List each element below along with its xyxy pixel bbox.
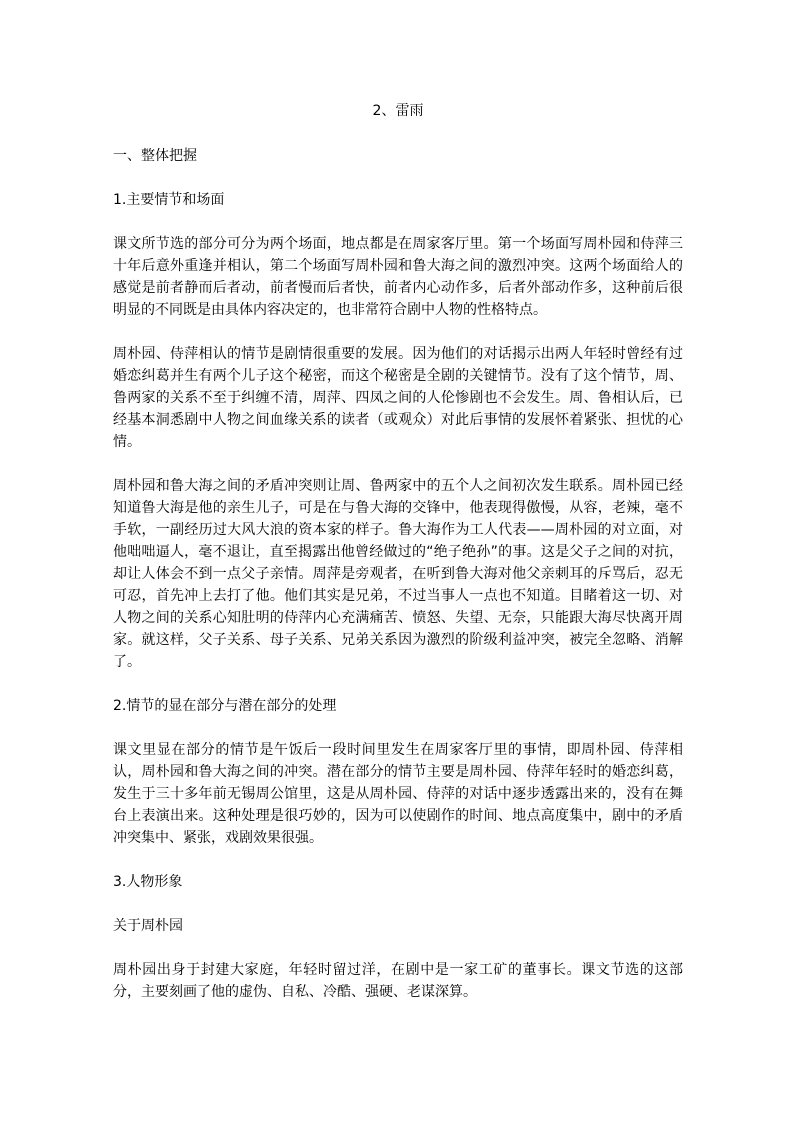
subheading-plot-and-scenes: 1.主要情节和场面 — [113, 192, 225, 208]
subheading-about-zhou-puyuan: 关于周朴园 — [113, 918, 183, 934]
paragraph-conflict: 周朴园和鲁大海之间的矛盾冲突则让周、鲁两家中的五个人之间初次发生联系。周朴园已经知道鲁大海是他的亲生儿子，可是在与鲁大海的交锋中，他表现得傲慢，从容，老辣，毫不手软，一副经历过大风大浪的资本家的样子。鲁大海作为工人代表——周朴园的对立面，对他咄咄逼人，毫不退让，直至揭露出他曾经做过的“绝子绝孙”的事。这是父子之间的对抗，却让人体会不到一点父子亲情。周萍是旁观者，在听到鲁大海对他父亲刺耳的斥骂后，忍无可忍，首先冲上去打了他。他们其实是兄弟，不过当事人一点也不知道。目睹着这一切、对人物之间的关系心知肚明的侍萍内心充满痛苦、愤怒、失望、无奈，只能跟大海尽快离开周家。就这样，父子关系、母子关系、兄弟关系因为激烈的阶级利益冲突，被完全忽略、消解了。 — [113, 478, 683, 670]
subheading-explicit-implicit: 2.情节的显在部分与潜在部分的处理 — [113, 698, 337, 714]
document-title: 2、雷雨 — [372, 103, 424, 119]
paragraph-scenes: 课文所节选的部分可分为两个场面，地点都是在周家客厅里。第一个场面写周朴园和侍萍三十年后意外重逢并相认，第二个场面写周朴园和鲁大海之间的激烈冲突。这两个场面给人的感觉是前者静而后者动，前者慢而后者快，前者内心动作多，后者外部动作多，这种前后很明显的不同既是由具体内容决定的，也非常符合剧中人物的性格特点。 — [113, 236, 683, 318]
subheading-characters: 3.人物形象 — [113, 874, 183, 890]
paragraph-zhou-puyuan: 周朴园出身于封建大家庭，年轻时留过洋，在剧中是一家工矿的董事长。课文节选的这部分，主要刻画了他的虚伪、自私、冷酷、强硬、老谋深算。 — [113, 962, 683, 1000]
paragraph-recognition: 周朴园、侍萍相认的情节是剧情很重要的发展。因为他们的对话揭示出两人年轻时曾经有过婚恋纠葛并生有两个儿子这个秘密，而这个秘密是全剧的关键情节。没有了这个情节，周、鲁两家的关系不至于纠缠不清，周萍、四凤之间的人伦惨剧也不会发生。周、鲁相认后，已经基本洞悉剧中人物之间血缘关系的读者（或观众）对此后事情的发展怀着紧张、担忧的心情。 — [113, 346, 683, 450]
section-heading-overall: 一、整体把握 — [113, 148, 197, 164]
paragraph-explicit-implicit: 课文里显在部分的情节是午饭后一段时间里发生在周家客厅里的事情，即周朴园、侍萍相认，周朴园和鲁大海之间的冲突。潜在部分的情节主要是周朴园、侍萍年轻时的婚恋纠葛，发生于三十多年前无锡周公馆里，这是从周朴园、侍萍的对话中逐步透露出来的，没有在舞台上表演出来。这种处理是很巧妙的，因为可以使剧作的时间、地点高度集中，剧中的矛盾冲突集中、紧张，戏剧效果很强。 — [113, 742, 683, 846]
